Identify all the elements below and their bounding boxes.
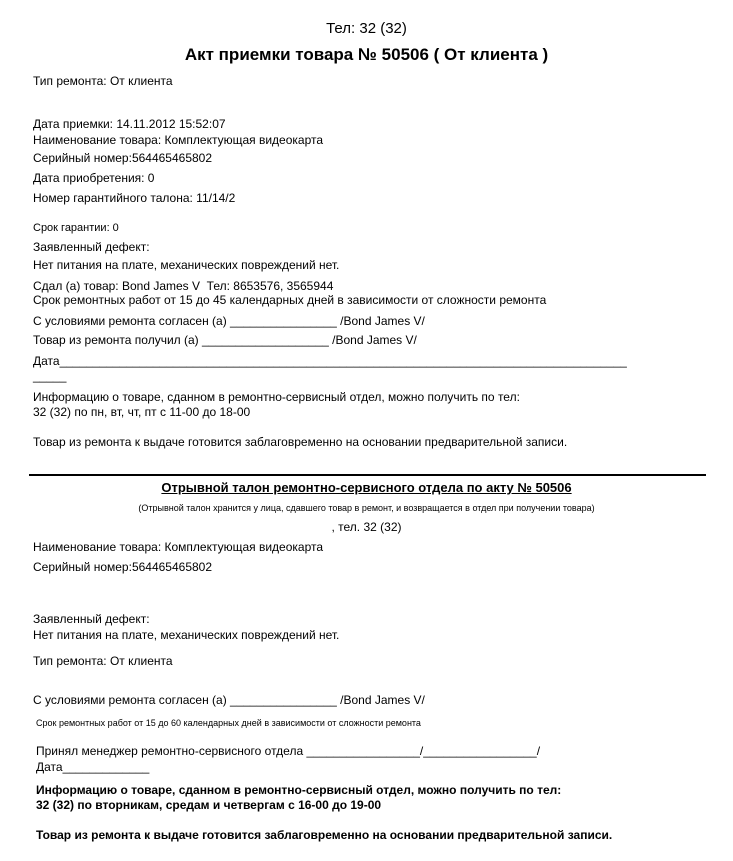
coupon-product-name: Наименование товара: Комплектующая видеокарта xyxy=(33,540,324,554)
act-date-line: Дата_____________________________________________________________________________________ xyxy=(33,354,627,368)
coupon-storage-note: (Отрывной талон хранится у лица, сдавшего товар в ремонт, и возвращается в отдел при получении товара) xyxy=(138,503,595,513)
act-agree-line: С условиями ремонта согласен (а) ________________ /Bond James V/ xyxy=(33,314,425,328)
act-product-name: Наименование товара: Комплектующая видеокарта xyxy=(33,133,324,147)
coupon-phone-line: , тел. 32 (32) xyxy=(331,520,402,534)
act-issue-note: Товар из ремонта к выдаче готовится заблаговременно на основании предварительной записи. xyxy=(33,435,568,449)
act-date-line-continued: _____ xyxy=(33,369,67,383)
coupon-info-line-1: Информацию о товаре, сданном в ремонтно-сервисный отдел, можно получить по тел: xyxy=(36,783,562,797)
coupon-date-line: Дата_____________ xyxy=(36,760,150,774)
coupon-defect-label: Заявленный дефект: xyxy=(33,612,150,626)
act-info-line-1: Информацию о товаре, сданном в ремонтно-сервисный отдел, можно получить по тел: xyxy=(33,390,520,404)
act-repair-term: Срок ремонтных работ от 15 до 45 календарных дней в зависимости от сложности ремонта xyxy=(33,293,547,307)
act-phone-line: Тел: 32 (32) xyxy=(326,20,407,37)
coupon-title: Отрывной талон ремонтно-сервисного отдела по акту № 50506 xyxy=(161,480,572,495)
coupon-repair-term: Срок ремонтных работ от 15 до 60 календарных дней в зависимости от сложности ремонта xyxy=(36,718,421,728)
act-purchase-date: Дата приобретения: 0 xyxy=(33,171,155,185)
coupon-defect-text: Нет питания на плате, механических повреждений нет. xyxy=(33,628,340,642)
act-title: Акт приемки товара № 50506 ( От клиента ) xyxy=(184,45,549,64)
coupon-repair-type: Тип ремонта: От клиента xyxy=(33,654,173,668)
act-warranty-number: Номер гарантийного талона: 11/14/2 xyxy=(33,191,236,205)
coupon-info-line-2: 32 (32) по вторникам, средам и четвергам с 16-00 до 19-00 xyxy=(36,798,382,812)
act-handed-by: Сдал (а) товар: Bond James V Тел: 8653576, 3565944 xyxy=(33,279,334,293)
coupon-manager-line: Принял менеджер ремонтно-сервисного отдела _________________/_________________/ xyxy=(36,744,541,758)
act-serial-number: Серийный номер:564465465802 xyxy=(33,151,213,165)
act-received-line: Товар из ремонта получил (а) ___________________ /Bond James V/ xyxy=(33,333,417,347)
act-repair-type: Тип ремонта: От клиента xyxy=(33,74,173,88)
act-warranty-term: Срок гарантии: 0 xyxy=(33,222,119,234)
act-accept-date: Дата приемки: 14.11.2012 15:52:07 xyxy=(33,117,226,131)
coupon-serial-number: Серийный номер:564465465802 xyxy=(33,560,213,574)
act-info-line-2: 32 (32) по пн, вт, чт, пт с 11-00 до 18-00 xyxy=(33,405,251,419)
cut-line-divider xyxy=(29,474,706,476)
coupon-agree-line: С условиями ремонта согласен (а) ________________ /Bond James V/ xyxy=(33,693,425,707)
coupon-issue-note: Товар из ремонта к выдаче готовится заблаговременно на основании предварительной записи. xyxy=(36,828,613,842)
act-defect-label: Заявленный дефект: xyxy=(33,240,150,254)
act-defect-text: Нет питания на плате, механических повреждений нет. xyxy=(33,258,340,272)
